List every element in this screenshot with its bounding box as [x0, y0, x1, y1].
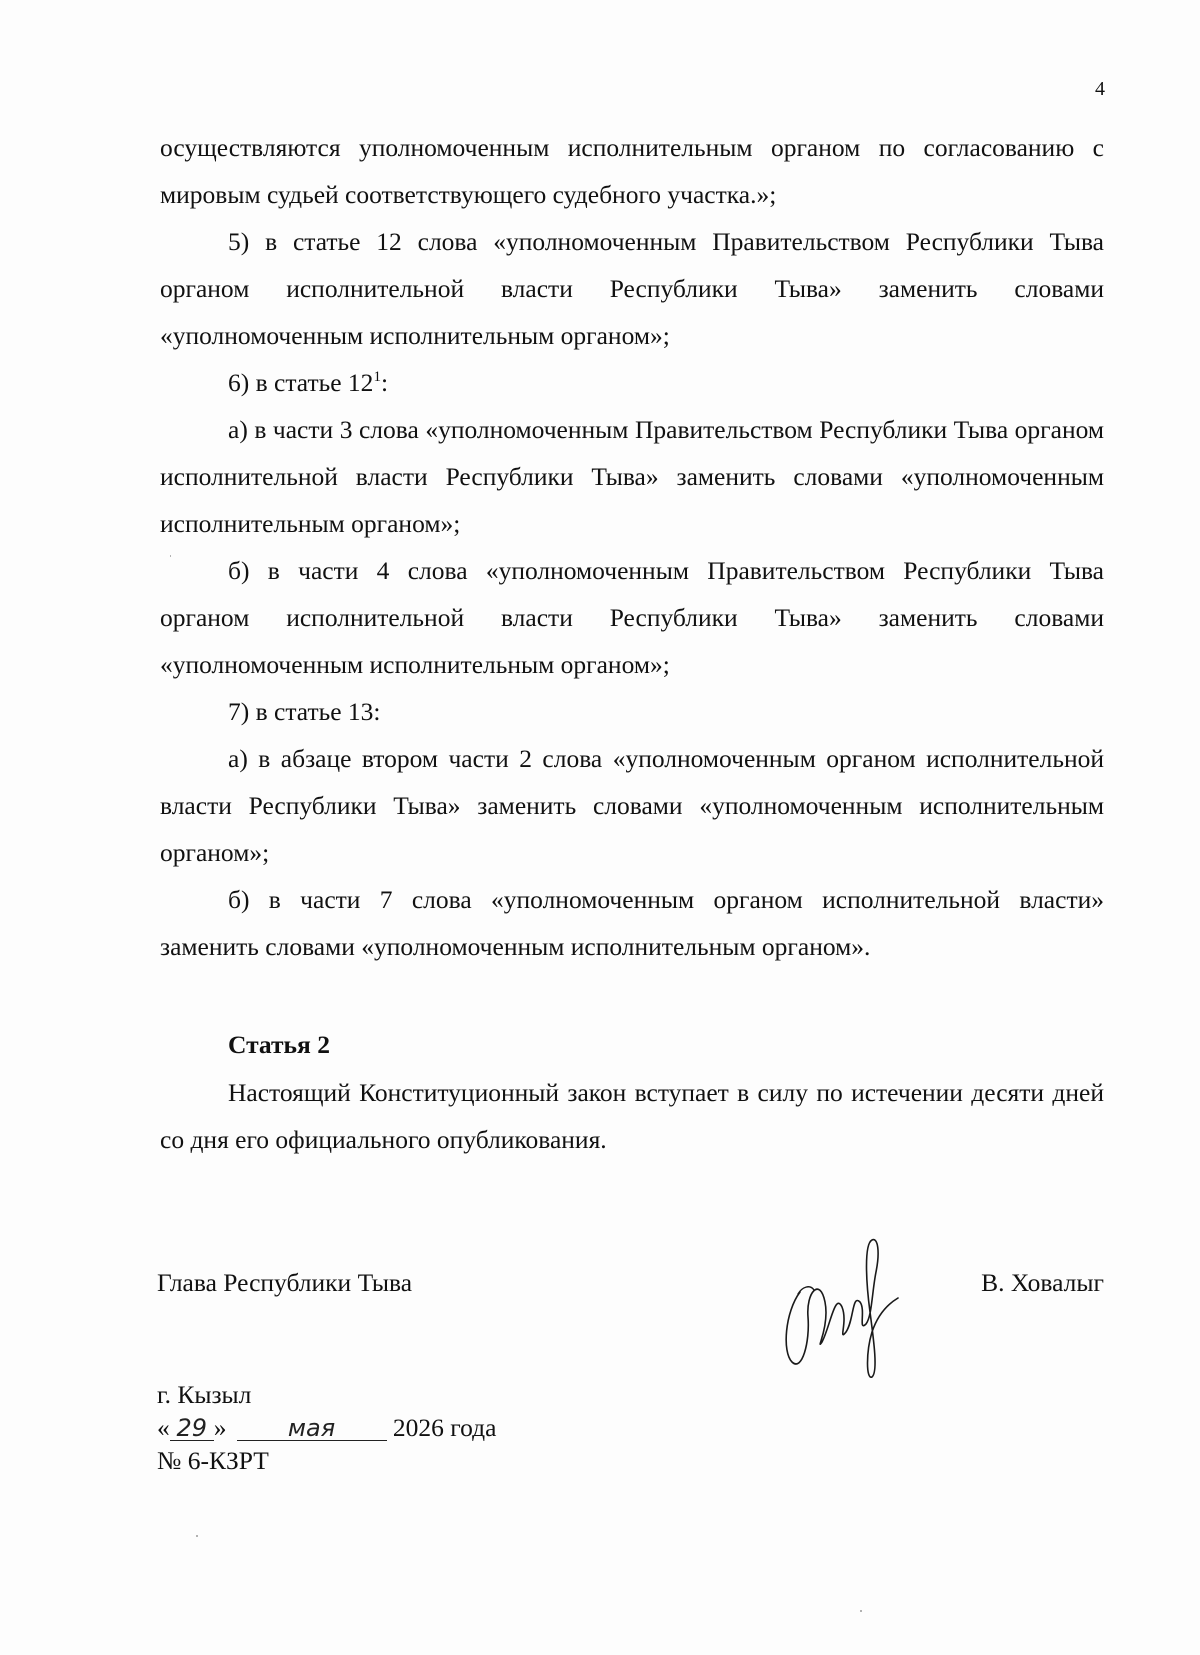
- signer-title: Глава Республики Тыва: [157, 1268, 413, 1297]
- article-2-heading: Статья 2: [228, 1030, 330, 1059]
- paragraph-item-5: 5) в статье 12 слова «уполномоченным Правительством Республики Тыва органом исполнительной власти Республики Тыва» заменить словами «уполномоченным исполнительным органом»;: [160, 227, 1104, 350]
- city: г. Кызыл: [157, 1380, 252, 1409]
- date-year: 2026 года: [392, 1413, 497, 1442]
- handwritten-signature: [780, 1232, 910, 1382]
- handwritten-month: мая: [237, 1416, 387, 1441]
- place-date-block: [157, 1378, 496, 1477]
- paragraph-item-6a: а) в части 3 слова «уполномоченным Правительством Республики Тыва органом исполнительной власти Республики Тыва» заменить словами «уполномоченным исполнительным органом»;: [160, 415, 1104, 538]
- paragraph-continuation: осуществляются уполномоченным исполнительным органом по согласованию с мировым судьей соответствующего судебного участка.»;: [160, 133, 1104, 209]
- handwritten-day: 29: [170, 1416, 214, 1441]
- scan-speck: [196, 1535, 198, 1537]
- scan-speck: [170, 555, 171, 557]
- item-6-superscript: 1: [373, 369, 381, 385]
- date-line: [157, 1411, 496, 1444]
- law-amendments-body: [160, 124, 1104, 970]
- paragraph-item-7b: б) в части 7 слова «уполномоченным органом исполнительной власти» заменить словами «уполномоченным исполнительным органом».: [160, 885, 1104, 961]
- paragraph-item-6: [160, 359, 1104, 406]
- item-6-colon: :: [380, 368, 389, 397]
- paragraph-item-7a: а) в абзаце втором части 2 слова «уполномоченным органом исполнительной власти Республики Тыва» заменить словами «уполномоченным исполнительным органом»;: [160, 744, 1104, 867]
- signer-name: В. Ховалыг: [981, 1268, 1104, 1297]
- date-close-quote: »: [213, 1413, 227, 1442]
- item-6-text: 6) в статье 12: [228, 368, 374, 397]
- law-number: № 6-КЗРТ: [157, 1446, 269, 1475]
- page-number: 4: [1095, 78, 1105, 100]
- article-2-text: Настоящий Конституционный закон вступает в силу по истечении десяти дней со дня его официального опубликования.: [160, 1078, 1104, 1154]
- article-2-body: [160, 1069, 1104, 1163]
- scan-speck: [860, 1610, 862, 1612]
- paragraph-item-6b: б) в части 4 слова «уполномоченным Правительством Республики Тыва органом исполнительной власти Республики Тыва» заменить словами «уполномоченным исполнительным органом»;: [160, 556, 1104, 679]
- paragraph-item-7: 7) в статье 13:: [228, 697, 381, 726]
- date-open-quote: «: [157, 1413, 170, 1442]
